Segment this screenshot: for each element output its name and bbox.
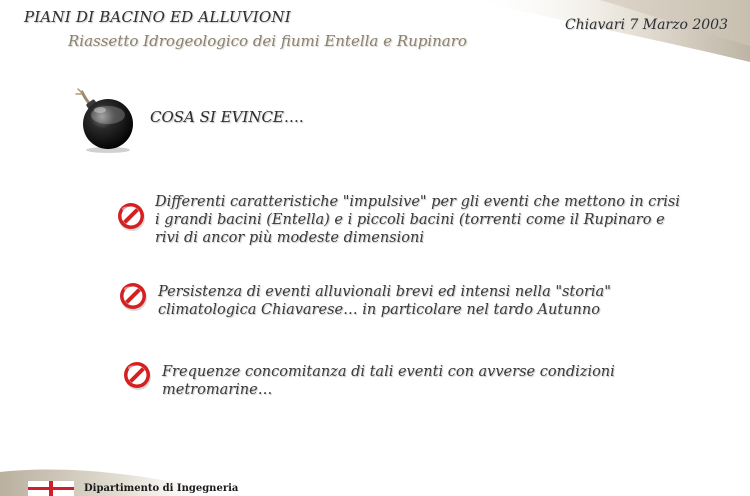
section-heading: COSA SI EVINCE….	[150, 108, 304, 126]
presentation-title: PIANI DI BACINO ED ALLUVIONI	[24, 8, 291, 26]
bullet-1-line-1: Differenti caratteristiche "impulsive" per gli eventi che mettono in crisi	[155, 194, 680, 210]
presentation-date: Chiavari 7 Marzo 2003	[564, 17, 728, 33]
no-entry-icon	[116, 201, 148, 233]
no-entry-icon	[122, 360, 154, 392]
bullet-text-1	[155, 193, 680, 247]
bullet-text-2	[158, 283, 611, 319]
no-entry-icon	[118, 281, 150, 313]
bullet-1-line-2: i grandi bacini (Entella) e i piccoli bacini (torrenti come il Rupinaro e	[155, 212, 665, 228]
bullet-2-line-1: Persistenza di eventi alluvionali brevi ed intensi nella "storia"	[158, 284, 611, 300]
presentation-subtitle: Riassetto Idrogeologico dei fiumi Entella e Rupinaro	[68, 32, 467, 50]
bullet-text-3	[162, 363, 615, 399]
footer-department: Dipartimento di Ingegneria	[84, 483, 239, 494]
bullet-3-line-1: Frequenze concomitanza di tali eventi con avverse condizioni	[162, 364, 615, 380]
bomb-icon	[72, 88, 138, 154]
bullet-3-line-2: metromarine…	[162, 382, 273, 398]
bullet-1-line-3: rivi di ancor più modeste dimensioni	[155, 230, 424, 246]
bullet-2-line-2: climatologica Chiavarese… in particolare nel tardo Autunno	[158, 302, 600, 318]
flag-icon	[28, 481, 74, 496]
